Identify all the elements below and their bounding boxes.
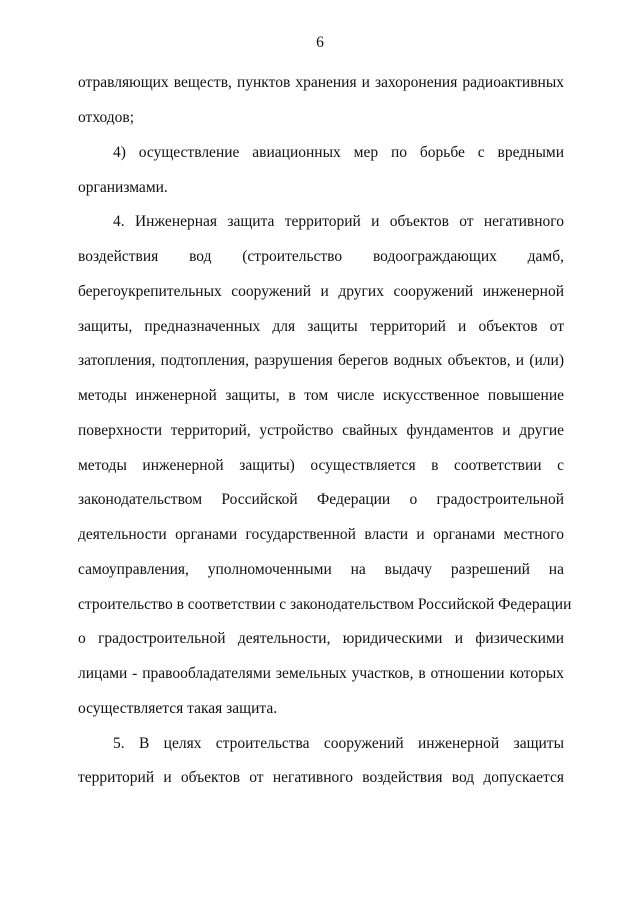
text-line: затопления, подтопления, разрушения берегов водных объектов, и (или)	[78, 352, 564, 369]
text-line: методы инженерной защиты, в том числе искусственное повышение	[78, 387, 564, 404]
text-line: самоуправления, уполномоченными на выдачу разрешений на	[78, 561, 564, 578]
text-line: 4) осуществление авиационных мер по борьбе с вредными	[113, 144, 564, 161]
text-line: берегоукрепительных сооружений и других сооружений инженерной	[78, 283, 564, 300]
text-line: деятельности органами государственной власти и органами местного	[78, 526, 564, 543]
text-line: строительство в соответствии с законодательством Российской Федерации	[78, 596, 572, 613]
text-line: организмами.	[78, 179, 168, 196]
text-line: воздействия вод (строительство водоограждающих дамб,	[78, 248, 564, 265]
text-line: поверхности территорий, устройство свайных фундаментов и другие	[78, 422, 564, 439]
text-line: о градостроительной деятельности, юридическими и физическими	[78, 630, 564, 647]
text-line: осуществляется такая защита.	[78, 700, 278, 717]
text-line: законодательством Российской Федерации о градостроительной	[78, 491, 564, 508]
text-line: методы инженерной защиты) осуществляется в соответствии с	[78, 457, 564, 474]
text-line: лицами - правообладателями земельных участков, в отношении которых	[78, 665, 564, 682]
text-line: отходов;	[78, 109, 135, 126]
text-line: защиты, предназначенных для защиты территорий и объектов от	[78, 318, 564, 335]
text-line: отравляющих веществ, пунктов хранения и захоронения радиоактивных	[78, 74, 564, 91]
text-line: территорий и объектов от негативного воздействия вод допускается	[78, 769, 564, 786]
text-line: 5. В целях строительства сооружений инженерной защиты	[113, 735, 564, 752]
page-number: 6	[316, 34, 324, 51]
text-line: 4. Инженерная защита территорий и объектов от негативного	[113, 213, 564, 230]
